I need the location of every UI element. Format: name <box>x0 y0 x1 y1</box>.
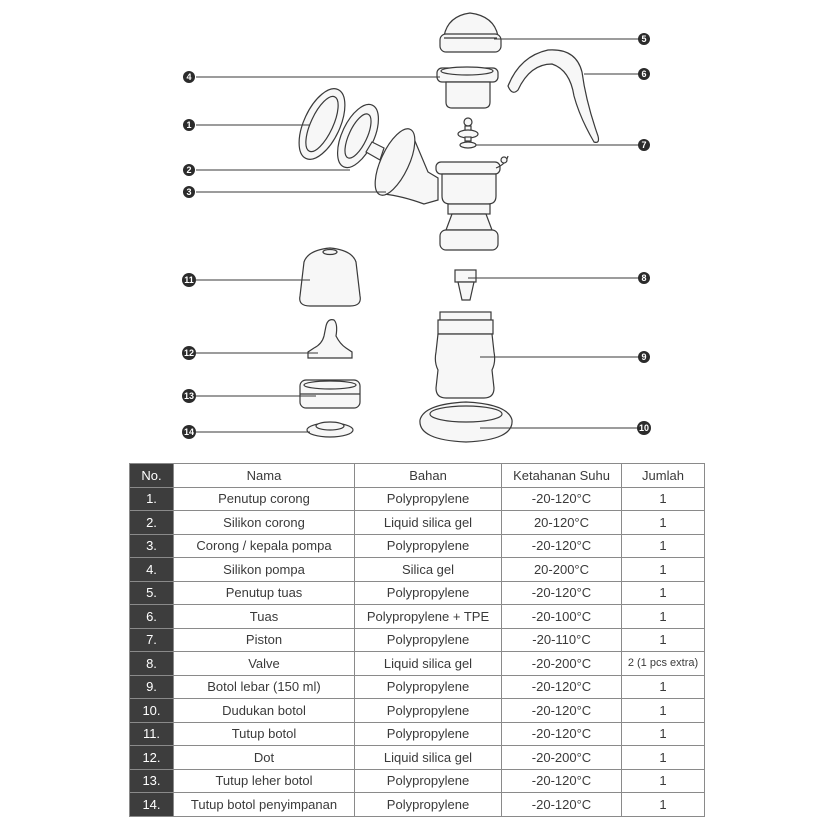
cell-suhu: 20-120°C <box>502 511 622 535</box>
cell-nama: Tutup botol <box>174 722 355 746</box>
cell-bahan: Liquid silica gel <box>355 511 502 535</box>
table-row <box>130 628 705 652</box>
table-row <box>130 511 705 535</box>
cell-bahan: Polypropylene <box>355 793 502 817</box>
cell-suhu: -20-120°C <box>502 793 622 817</box>
callout-9: 9 <box>641 352 647 362</box>
callout-13: 13 <box>183 391 195 401</box>
cell-no: 10. <box>130 699 174 723</box>
cell-jumlah: 1 <box>622 511 705 535</box>
table-row <box>130 699 705 723</box>
table-row <box>130 581 705 605</box>
cell-nama: Corong / kepala pompa <box>174 534 355 558</box>
cell-no: 3. <box>130 534 174 558</box>
cell-nama: Silikon pompa <box>174 558 355 582</box>
cell-jumlah: 1 <box>622 793 705 817</box>
cell-suhu: -20-110°C <box>502 628 622 652</box>
cell-nama: Dot <box>174 746 355 770</box>
cell-nama: Botol lebar (150 ml) <box>174 675 355 699</box>
part-6-lever-handle <box>508 50 599 143</box>
table-row <box>130 652 705 676</box>
cell-nama: Tuas <box>174 605 355 629</box>
header-nama: Nama <box>174 464 355 488</box>
part-14-storage-cap <box>307 422 353 437</box>
cell-bahan: Polypropylene <box>355 769 502 793</box>
cell-jumlah: 2 (1 pcs extra) <box>622 652 705 676</box>
cell-bahan: Polypropylene <box>355 534 502 558</box>
callout-10: 10 <box>638 423 650 433</box>
cell-nama: Dudukan botol <box>174 699 355 723</box>
cell-bahan: Polypropylene <box>355 581 502 605</box>
cell-bahan: Polypropylene <box>355 675 502 699</box>
cell-no: 13. <box>130 769 174 793</box>
cell-bahan: Polypropylene <box>355 699 502 723</box>
cell-jumlah: 1 <box>622 769 705 793</box>
cell-jumlah: 1 <box>622 605 705 629</box>
cell-nama: Penutup tuas <box>174 581 355 605</box>
part-7-piston <box>458 118 478 148</box>
table-row <box>130 675 705 699</box>
callout-2: 2 <box>186 165 192 175</box>
cell-jumlah: 1 <box>622 675 705 699</box>
table-header-row <box>130 464 705 488</box>
cell-jumlah: 1 <box>622 746 705 770</box>
cell-suhu: -20-100°C <box>502 605 622 629</box>
part-10-bottle-stand <box>420 402 512 442</box>
cell-jumlah: 1 <box>622 534 705 558</box>
callout-3: 3 <box>186 187 192 197</box>
header-jumlah: Jumlah <box>622 464 705 488</box>
cell-nama: Tutup botol penyimpanan <box>174 793 355 817</box>
header-no: No. <box>130 464 174 488</box>
cell-no: 2. <box>130 511 174 535</box>
part-11-bottle-cap <box>300 248 361 306</box>
part-5-lever-cap <box>440 13 501 52</box>
cell-nama: Piston <box>174 628 355 652</box>
table-row <box>130 722 705 746</box>
cell-jumlah: 1 <box>622 628 705 652</box>
cell-bahan: Polypropylene <box>355 628 502 652</box>
cell-jumlah: 1 <box>622 558 705 582</box>
cell-no: 6. <box>130 605 174 629</box>
cell-suhu: -20-120°C <box>502 675 622 699</box>
cell-jumlah: 1 <box>622 699 705 723</box>
cell-no: 4. <box>130 558 174 582</box>
part-4-pump-silicone <box>437 67 498 108</box>
part-9-wide-bottle <box>435 312 494 398</box>
header-bahan: Bahan <box>355 464 502 488</box>
cell-suhu: -20-200°C <box>502 652 622 676</box>
cell-suhu: -20-120°C <box>502 534 622 558</box>
cell-no: 12. <box>130 746 174 770</box>
cell-suhu: -20-120°C <box>502 487 622 511</box>
callout-12: 12 <box>183 348 195 358</box>
cell-no: 14. <box>130 793 174 817</box>
cell-suhu: -20-120°C <box>502 699 622 723</box>
cell-no: 5. <box>130 581 174 605</box>
table-row <box>130 558 705 582</box>
cell-jumlah: 1 <box>622 581 705 605</box>
cell-suhu: -20-200°C <box>502 746 622 770</box>
part-3-pump-body <box>367 123 508 250</box>
cell-bahan: Polypropylene <box>355 722 502 746</box>
cell-no: 11. <box>130 722 174 746</box>
cell-nama: Tutup leher botol <box>174 769 355 793</box>
part-12-teat <box>308 320 352 358</box>
table-row <box>130 534 705 558</box>
callout-14: 14 <box>183 427 195 437</box>
cell-bahan: Silica gel <box>355 558 502 582</box>
cell-suhu: -20-120°C <box>502 581 622 605</box>
cell-bahan: Liquid silica gel <box>355 652 502 676</box>
callout-8: 8 <box>641 273 647 283</box>
cell-no: 8. <box>130 652 174 676</box>
callout-11: 11 <box>184 275 194 285</box>
cell-nama: Valve <box>174 652 355 676</box>
table-row <box>130 487 705 511</box>
table-row <box>130 769 705 793</box>
parts-table <box>129 463 705 817</box>
callout-1: 1 <box>186 120 192 130</box>
cell-no: 9. <box>130 675 174 699</box>
cell-jumlah: 1 <box>622 487 705 511</box>
cell-bahan: Polypropylene <box>355 487 502 511</box>
cell-nama: Silikon corong <box>174 511 355 535</box>
callout-6: 6 <box>641 69 647 79</box>
cell-suhu: 20-200°C <box>502 558 622 582</box>
table-row <box>130 746 705 770</box>
cell-jumlah: 1 <box>622 722 705 746</box>
cell-bahan: Polypropylene + TPE <box>355 605 502 629</box>
cell-suhu: -20-120°C <box>502 769 622 793</box>
callout-5: 5 <box>641 34 647 44</box>
part-8-valve <box>455 270 476 300</box>
header-ketahanan-suhu: Ketahanan Suhu <box>502 464 622 488</box>
cell-nama: Penutup corong <box>174 487 355 511</box>
cell-suhu: -20-120°C <box>502 722 622 746</box>
table-row <box>130 793 705 817</box>
part-13-neck-cap <box>300 380 360 408</box>
cell-no: 1. <box>130 487 174 511</box>
callout-7: 7 <box>641 140 647 150</box>
cell-no: 7. <box>130 628 174 652</box>
table-row <box>130 605 705 629</box>
cell-bahan: Liquid silica gel <box>355 746 502 770</box>
callout-4: 4 <box>186 72 192 82</box>
